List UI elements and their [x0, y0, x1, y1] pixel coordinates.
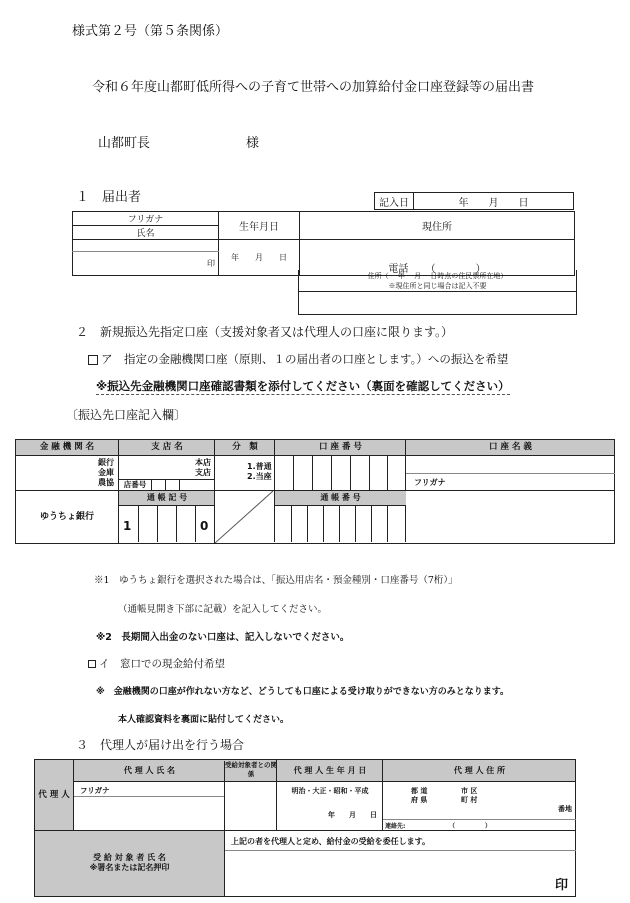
- col-relation: 受給対象者との関係: [224, 761, 277, 781]
- proxy-dob-format: 年 月 日: [328, 811, 377, 819]
- col-bank: 金 融 機 関 名: [39, 442, 95, 452]
- proxy-table: [34, 759, 576, 897]
- yucho-label: ゆうちょ銀行: [39, 512, 94, 522]
- dob-label: 生年月日: [219, 212, 300, 240]
- passbook-number-header: 通 帳 番 号: [274, 491, 406, 506]
- bank-name-field[interactable]: [16, 456, 118, 491]
- entry-date-box: [374, 192, 574, 210]
- proxy-row-label: 代 理 人: [35, 760, 73, 831]
- city-label-2: 町 村: [461, 796, 478, 804]
- city-label-1: 市 区: [461, 787, 478, 795]
- name-label: 氏名: [73, 226, 219, 240]
- applicant-dob-field[interactable]: 年 月 日: [219, 240, 300, 276]
- attachment-notice: ※振込先金融機関口座確認書類を添付してください（裏面を確認してください）: [96, 379, 510, 393]
- entry-date-label: 記入日: [375, 193, 414, 210]
- phone-field[interactable]: （ ）: [425, 264, 486, 275]
- option-i[interactable]: [88, 656, 225, 671]
- entry-date-field[interactable]: 年 月 日: [414, 193, 574, 210]
- section1-heading: １ 届出者: [76, 190, 142, 205]
- applicant-table: [72, 211, 575, 276]
- note3-text: 金融機関の口座が作れない方など、どうしても口座による受け取りができない方のみとなります。: [113, 687, 510, 697]
- address-label: 現住所: [300, 212, 575, 240]
- account-holder-field[interactable]: [405, 456, 615, 542]
- pref-label-1: 都 道: [411, 787, 428, 795]
- account-type-current: 2.当座: [247, 472, 272, 481]
- note1-line2: （通帳見開き下部に記載）を記入してください。: [118, 604, 328, 615]
- proxy-name-field[interactable]: [73, 782, 225, 831]
- passbook-symbol-header: 通 帳 記 号: [118, 491, 215, 506]
- contact-label: 連絡先:: [385, 823, 406, 830]
- address-note2: ※現住所と同じ場合は記入不要: [388, 282, 487, 290]
- phone-label: 電話: [388, 264, 409, 275]
- col-proxy-name: 代 理 人 氏 名: [73, 760, 225, 781]
- col-branch: 支 店 名: [118, 440, 215, 455]
- note2: ※2 長期間入出金のない口座は、記入しないでください。: [96, 632, 350, 643]
- note3: [96, 684, 509, 697]
- previous-address-box[interactable]: [298, 270, 577, 315]
- section2-heading: ２ 新規振込先指定口座（支援対象者又は代理人の口座に限ります。）: [76, 325, 454, 339]
- col-proxy-address: 代 理 人 住 所: [382, 760, 576, 781]
- note3-prefix: ※: [96, 687, 105, 697]
- bank-account-table: [15, 439, 615, 544]
- banchi-label: 番地: [558, 805, 572, 813]
- passbook-symbol-field[interactable]: [118, 506, 215, 542]
- passbook-number-field[interactable]: [274, 506, 406, 542]
- contact-field[interactable]: （ ）: [449, 823, 492, 830]
- bank-type-shinkin: 金庫: [98, 468, 114, 477]
- form-number: 様式第２号（第５条関係）: [72, 24, 229, 39]
- recipient-label: 受 給 対 象 者 氏 名: [93, 853, 166, 862]
- note1-prefix: ※1: [94, 575, 110, 586]
- account-type-field[interactable]: [214, 456, 275, 491]
- yucho-type-blank: [214, 491, 275, 543]
- furigana-label: フリガナ: [73, 212, 219, 226]
- option-a-label: ア 指定の金融機関口座（原則、１の届出者の口座とします。）への振込を希望: [101, 352, 509, 366]
- pref-label-2: 府 県: [411, 796, 428, 804]
- addressee-name: 山都町長: [98, 136, 151, 151]
- proxy-furigana-label: フリガナ: [80, 786, 110, 795]
- option-i-label: イ 窓口での現金給付希望: [99, 658, 225, 670]
- note1-line1: ゆうちょ銀行を選択された場合は、「振込用店名・預金種別・口座番号（7桁）」: [119, 575, 458, 586]
- applicant-furigana-field[interactable]: [73, 240, 219, 252]
- symbol-last-digit: 0: [200, 519, 209, 533]
- address-note1: 住所（ 年 月 日時点の住民票所在地）: [367, 272, 508, 280]
- recipient-signature-field[interactable]: [224, 831, 576, 896]
- recipient-label-cell: [35, 831, 224, 896]
- option-a[interactable]: [88, 351, 508, 367]
- bank-type-agri: 農協: [98, 478, 114, 487]
- proxy-address-field[interactable]: [382, 782, 576, 831]
- proxy-dob-field[interactable]: [276, 782, 383, 831]
- seal-mark: 印: [207, 259, 215, 268]
- account-table-title: 〔振込先口座記入欄〕: [66, 408, 187, 422]
- branch-type-main: 本店: [195, 458, 211, 467]
- account-type-regular: 1.普通: [247, 462, 272, 471]
- addressee-honorific: 様: [246, 136, 260, 151]
- branch-number-label: 店番号: [119, 480, 152, 490]
- holder-furigana-label: フリガナ: [414, 478, 446, 487]
- note3-line2: 本人確認資料を裏面に貼付してください。: [118, 715, 290, 725]
- proxy-relation-field[interactable]: [224, 782, 277, 831]
- col-holder: 口 座 名 義: [405, 440, 615, 455]
- note1: [94, 572, 458, 586]
- delegation-text: 上記の者を代理人と定め、給付金の受給を委任します。: [231, 837, 431, 846]
- page-title: 令和６年度山都町低所得への子育て世帯への加算給付金口座登録等の届出書: [92, 80, 535, 95]
- option-a-checkbox[interactable]: [88, 355, 98, 365]
- applicant-name-field[interactable]: [73, 252, 219, 276]
- col-account-no: 口 座 番 号: [274, 440, 406, 455]
- recipient-note: ※署名または記名押印: [89, 863, 170, 872]
- symbol-first-digit: 1: [123, 519, 132, 533]
- account-number-field[interactable]: [274, 456, 406, 491]
- bank-type-bank: 銀行: [98, 458, 114, 467]
- branch-name-field[interactable]: [118, 456, 215, 491]
- col-proxy-dob: 代 理 人 生 年 月 日: [276, 760, 383, 781]
- option-i-checkbox[interactable]: [88, 660, 96, 668]
- col-type: 分 類: [214, 440, 275, 455]
- section3-heading: ３ 代理人が届け出を行う場合: [76, 738, 245, 752]
- branch-type-branch: 支店: [195, 468, 211, 477]
- proxy-eras: 明治・大正・昭和・平成: [291, 787, 369, 795]
- recipient-seal-mark: 印: [554, 878, 568, 893]
